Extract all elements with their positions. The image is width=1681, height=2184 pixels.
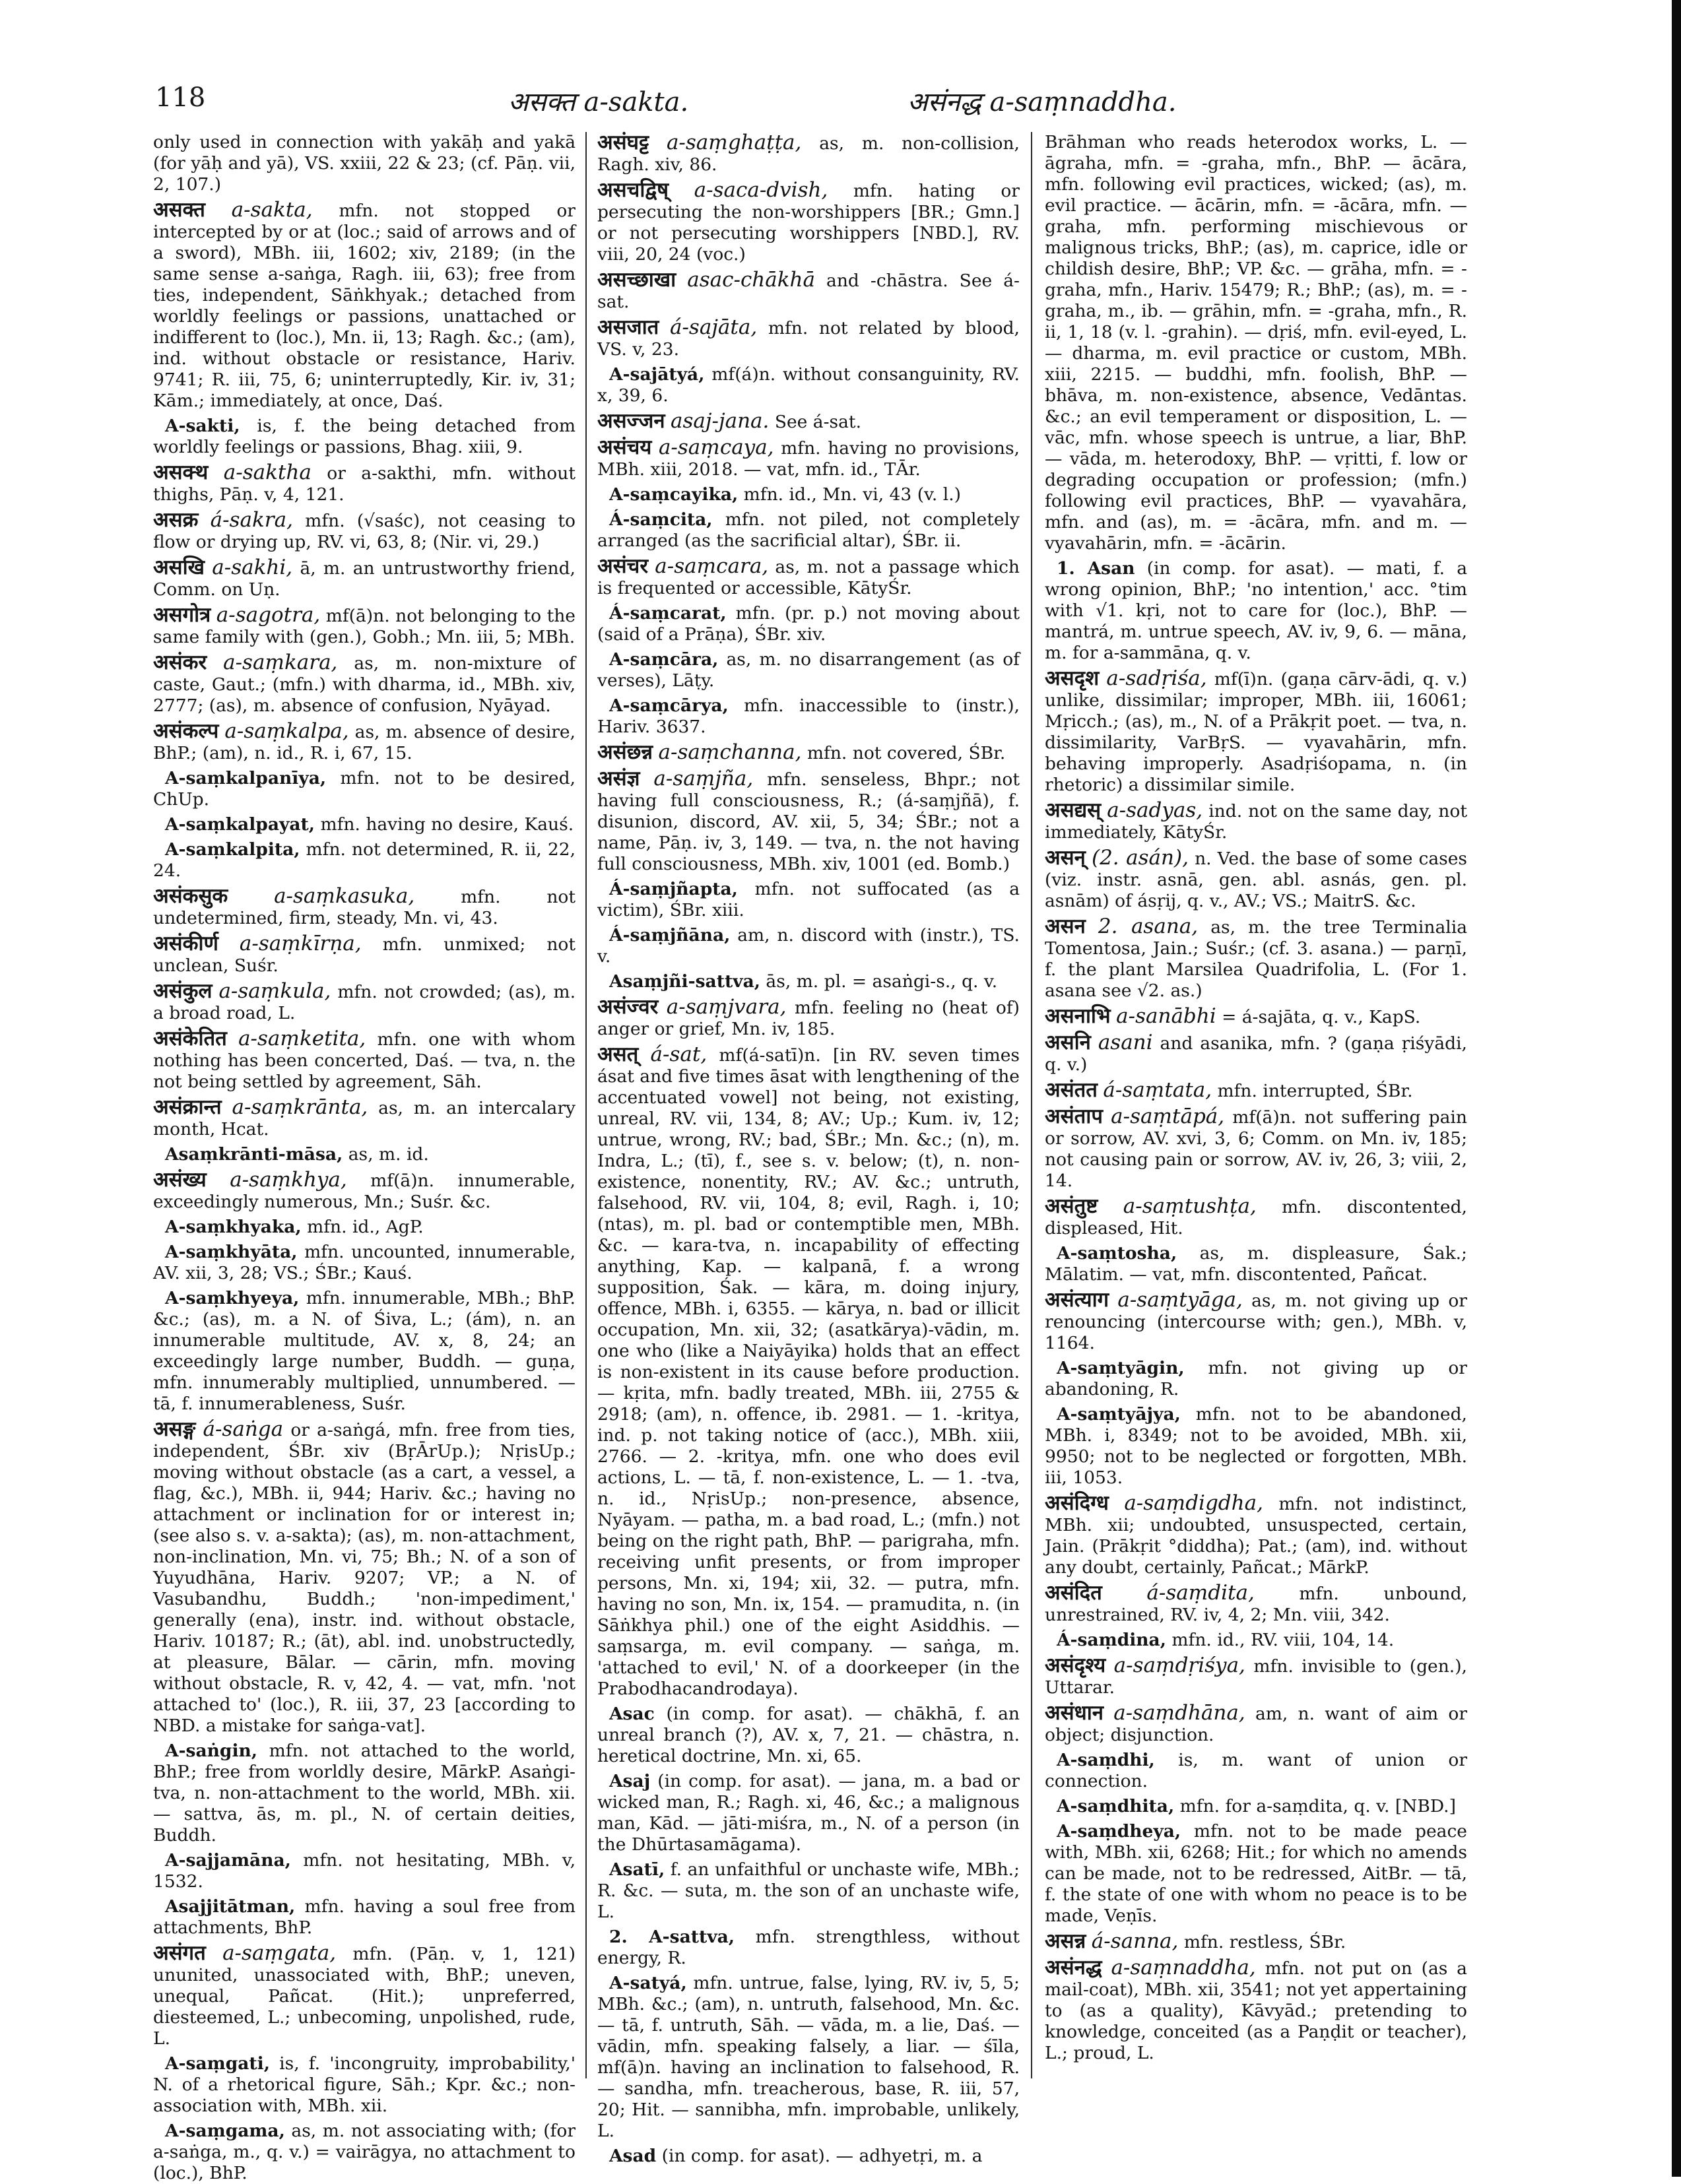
sub-entry <box>1045 1821 1467 1927</box>
sub-headword: A-saṃkhyeya, <box>165 1288 300 1308</box>
entry-definition: mfn. id., Mn. vi, 43 (v. l.) <box>743 484 961 505</box>
devanagari-headword: असंकीर्ण <box>153 932 218 955</box>
sub-entry <box>153 416 576 458</box>
devanagari-headword: असत् <box>597 1043 639 1066</box>
entry-definition: mfn. not related by blood, VS. v, 23. <box>597 318 1020 360</box>
sub-headword: A-saṃkalpayat, <box>165 814 315 835</box>
dictionary-entry <box>1045 1702 1467 1746</box>
transliterated-headword: a-saṃgata, <box>222 1941 337 1965</box>
sub-entry <box>597 879 1020 921</box>
entry-definition: (in comp. for asat). — mati, f. a wrong opinion, BhP.; 'no intention,' acc. °tim with √1. kṛi, not to care for (loc.), BhP. — mantrá, m. untrue speech, AV. iv, 9, 6. — māna, m. for a-sammāna, q. v. <box>1045 558 1467 663</box>
sub-entry <box>153 1896 576 1939</box>
entry-definition: mfn. interrupted, ŚBr. <box>1217 1081 1413 1101</box>
entry-definition: mfn. innumerable, MBh.; BhP. &c.; (as), m. a N. of Śiva, L.; (ám), n. an innumerable multitude, AV. x, 8, 24; an exceedingly large number, Buddh. — guṇa, mfn. innumerably multiplied, unnumbered. — tā, f. innumerableness, Suśr. <box>153 1288 576 1414</box>
sub-headword: A-saṃcāra, <box>609 649 719 670</box>
dictionary-entry <box>153 1419 576 1737</box>
sub-entry <box>597 695 1020 738</box>
sub-headword: Á-saṃdina, <box>1057 1630 1166 1650</box>
entry-definition: as, m. not giving up or renouncing (intercourse with; gen.), MBh. v, 1164. <box>1045 1291 1467 1353</box>
devanagari-headword: असंज्वर <box>597 995 659 1019</box>
dictionary-entry <box>1045 916 1467 1002</box>
transliterated-headword: 2. asana, <box>1098 915 1199 938</box>
transliterated-headword: á-saṃtata, <box>1103 1078 1212 1102</box>
entry-definition: mfn. not undetermined, firm, steady, Mn. vi, 43. <box>153 887 576 928</box>
transliterated-headword: a-saṃdhāna, <box>1113 1701 1245 1725</box>
devanagari-headword: असच्छाखा <box>597 268 676 292</box>
dictionary-entry <box>597 269 1020 313</box>
devanagari-headword: असंदिग्ध <box>1045 1491 1109 1515</box>
transliterated-headword: á-sakra, <box>210 508 293 532</box>
sub-headword: A-saṃgati, <box>165 2053 270 2074</box>
transliterated-headword: a-saca-dvish, <box>694 178 828 202</box>
dictionary-entry <box>1045 1931 1467 1953</box>
sub-headword: Asac <box>609 1704 655 1724</box>
sub-entry <box>597 925 1020 967</box>
sub-entry <box>597 649 1020 691</box>
entry-definition: = á-sajāta, q. v., KapS. <box>1222 1007 1421 1027</box>
dictionary-entry <box>153 604 576 648</box>
devanagari-headword: असंनद्ध <box>1045 1956 1102 1979</box>
transliterated-headword: a-saṃtāpá, <box>1111 1105 1225 1128</box>
sub-headword: A-saṅgin, <box>165 1741 258 1761</box>
sub-headword: 2. A-sattva, <box>609 1927 735 1947</box>
dictionary-entry <box>1045 1655 1467 1698</box>
devanagari-headword: असंधान <box>1045 1701 1104 1725</box>
sub-headword: Asad <box>609 2146 657 2166</box>
sub-entry <box>153 768 576 810</box>
devanagari-headword: असंज्ञ <box>597 767 640 790</box>
dictionary-entry <box>1045 1079 1467 1102</box>
transliterated-headword: a-saṃtyāga, <box>1117 1288 1243 1312</box>
entry-definition: mfn. untrue, false, lying, RV. iv, 5, 5; MBh. &c.; (am), n. untruth, falsehood, Mn. &c. — tā, f. untruth, Sāh. — vāda, m. a lie, Daś. — vādin, mfn. speaking falsely, a liar. — śīla, mf(ā)n. having an inclination to falsehood, R. — sandha, mfn. treacherous, base, R. iii, 57, 20; Hit. — sannibha, mfn. improbable, unlikely, L. <box>597 1973 1020 2141</box>
transliterated-headword: a-sakta, <box>231 198 313 222</box>
devanagari-headword: असंक्रान्त <box>153 1095 222 1119</box>
entry-definition: mfn. hating or persecuting the non-worshippers [BR.; Gmn.] or not persecuting worshippers [NBD.], RV. viii, 20, 24 (voc.) <box>597 181 1020 265</box>
dictionary-entry <box>1045 1289 1467 1354</box>
entry-definition: mf(ā)n. not suffering pain or sorrow, AV. xvi, 3, 6; Comm. on Mn. iv, 185; not causing pain or sorrow, AV. iv, 26, 3; viii, 2, 14. <box>1045 1107 1467 1191</box>
sub-headword: A-saṃtyājya, <box>1057 1404 1181 1425</box>
dictionary-entry <box>1045 1032 1467 1076</box>
sub-entry <box>1045 1358 1467 1400</box>
dictionary-entry <box>1045 800 1467 843</box>
devanagari-headword: असद्यस् <box>1045 798 1102 822</box>
sub-headword: A-saṃtosha, <box>1057 1243 1177 1264</box>
devanagari-headword: असनि <box>1045 1031 1091 1054</box>
sub-headword: A-saṃdheya, <box>1057 1821 1181 1842</box>
transliterated-headword: a-sanābhi <box>1116 1004 1216 1028</box>
devanagari-headword: असक्र <box>153 508 199 532</box>
dictionary-entry <box>153 933 576 977</box>
entry-definition: mfn. unmixed; not unclean, Suśr. <box>153 934 576 976</box>
sub-entry <box>597 1771 1020 1855</box>
sub-entry <box>1045 1630 1467 1651</box>
devanagari-headword: असंत्याग <box>1045 1288 1109 1312</box>
devanagari-headword: असंकेतित <box>153 1027 227 1050</box>
transliterated-headword: a-sakhi, <box>212 556 293 579</box>
entry-definition: mfn. not covered, ŚBr. <box>807 743 1006 763</box>
sub-headword: A-sakti, <box>165 416 240 436</box>
transliterated-headword: a-saṃtushṭa, <box>1123 1194 1257 1218</box>
entry-definition: mfn. not indistinct, MBh. xii; undoubted, unsuspected, certain, Jain. (Prākṛit °diddha); Pat.; (am), ind. without any doubt, certainly, Pañcat.; MārkP. <box>1045 1494 1467 1578</box>
dictionary-entry <box>597 317 1020 360</box>
sub-entry <box>597 971 1020 992</box>
transliterated-headword: asani <box>1098 1031 1153 1054</box>
devanagari-headword: असंख्य <box>153 1168 207 1192</box>
entry-definition: as, m. absence of desire, BhP.; (am), n. id., R. i, 67, 15. <box>153 722 576 763</box>
dictionary-entry <box>153 1943 576 2049</box>
sub-entry <box>153 1242 576 1284</box>
entry-definition: is, f. the being detached from worldly feelings or passions, Bhag. xiii, 9. <box>153 416 576 457</box>
column-divider <box>1031 132 1032 2078</box>
entry-definition: mfn. not suffocated (as a victim), ŚBr. xiii. <box>597 879 1020 920</box>
transliterated-headword: a-saṃketita, <box>238 1027 366 1050</box>
sub-headword: A-sajātyá, <box>609 364 705 385</box>
transliterated-headword: a-saṃcara, <box>655 554 769 578</box>
column-2 <box>597 131 1020 2166</box>
transliterated-headword: a-saṃkasuka, <box>274 884 415 908</box>
sub-headword: Á-saṃcita, <box>609 509 713 530</box>
sub-headword: 1. Asan <box>1057 558 1135 579</box>
sub-entry <box>1045 1750 1467 1792</box>
entry-definition: is, f. 'incongruity, improbability,' N. of a rhetorical figure, Sāh.; Kpr. &c.; non-association with, MBh. xii. <box>153 2053 576 2116</box>
entry-definition: or a-saṅgá, mfn. free from ties, independent, ŚBr. xiv (BṛĀrUp.); NṛisUp.; moving without obstacle (as a cart, a vessel, a flag, &c.), MBh. ii, 944; Hariv. &c.; having no attachment or inclination for or interest in; (see also s. v. a-sakta); (as), m. non-attachment, non-inclination, Mn. vi, 75; Bh.; N. of a son of Yuyudhāna, Hariv. 9207; VP.; a N. of Vasubandhu, Buddh.; 'non-impediment,' generally (ena), instr. ind. without obstacle, Hariv. 10187; R.; (āt), abl. ind. unobstructedly, at pleasure, Bālar. — cārin, mfn. moving without obstacle, R. v, 42, 4. — vat, mfn. 'not attached to' (loc.), R. iii, 37, 23 [according to NBD. a mistake for saṅga-vat]. <box>153 1420 576 1736</box>
dictionary-entry <box>153 557 576 600</box>
transliterated-headword: a-saṃkara, <box>223 651 338 674</box>
entry-definition: mfn. not to be made peace with, MBh. xii, 6268; Hit.; for which no amends can be made, not to be redressed, AitBr. — tā, f. the state of one with whom no peace is to be made, Veṇīs. <box>1045 1821 1467 1926</box>
dictionary-entry <box>1045 847 1467 912</box>
entry-definition: mfn. not determined, R. ii, 22, 24. <box>153 839 576 881</box>
entry-definition: mfn. inaccessible to (instr.), Hariv. 3637. <box>597 695 1020 737</box>
entry-definition: mfn. discontented, displeased, Hit. <box>1045 1197 1467 1238</box>
dictionary-entry <box>597 556 1020 599</box>
transliterated-headword: a-saṃkalpa, <box>224 719 349 743</box>
entry-definition: am, n. discord with (instr.), TS. v. <box>597 925 1020 967</box>
transliterated-headword: a-saṃcaya, <box>658 435 774 459</box>
entry-definition: as, m. non-mixture of caste, Gaut.; (mfn.) with dharma, id., MBh. xiv, 2777; (as), m. absence of confusion, Nyāyad. <box>153 653 576 716</box>
sub-entry <box>597 1859 1020 1923</box>
devanagari-headword: असंकल्प <box>153 719 219 743</box>
sub-entry <box>153 839 576 882</box>
entry-definition: Brāhman who reads heterodox works, L. — āgraha, mfn. = -graha, mfn., BhP. — ācāra, mfn. following evil practices, wicked; (as), m. evil practice. — ācārin, mfn. = -ācāra, mfn. — graha, mfn. performing mischievous or malignous tricks, BhP.; (as), m. caprice, idle or childish desire, BhP.; VP. &c. — grāha, mfn. = -graha, mfn., Hariv. 15479; R.; BhP.; (as), m. = -graha, m., ib. — grāhin, mfn. = -graha, mfn., R. ii, 1, 18 (v. l. -grahin). — dṛiś, mfn. evil-eyed, L. — dharma, m. evil practice or custom, MBh. xiii, 2215. — buddhi, mfn. foolish, BhP. — bhāva, m. non-existence, absence, Vedāntas. &c.; an evil temperament or disposition, L. — vāc, mfn. whose speech is untrue, a liar, BhP. — vāda, m. heterodoxy, BhP. — vṛitti, f. low or degrading occupation or profession; (mfn.) following evil practices, BhP. — vyavahāra, mfn. and (as), m. = -ācāra, mfn. and m. — vyavahārin, mfn. = -ācārin. <box>1045 132 1467 554</box>
page-header <box>155 82 1602 122</box>
transliterated-headword: (2. asán), <box>1091 846 1189 870</box>
sub-headword: A-satyá, <box>609 1973 687 1993</box>
sub-entry <box>597 603 1020 645</box>
entry-definition: mf(á)n. without consanguinity, RV. x, 39, 6. <box>597 364 1020 406</box>
sub-entry <box>153 1144 576 1165</box>
dictionary-entry <box>1045 1196 1467 1239</box>
sub-entry <box>153 2053 576 2117</box>
entry-definition: mfn. id., RV. viii, 104, 14. <box>1171 1630 1395 1650</box>
sub-entry <box>153 1217 576 1238</box>
entry-definition: n. Ved. the base of some cases (viz. instr. asnā, gen. abl. asnás, gen. pl. asnām) of ásṛij, q. v., AV.; VS.; MaitrS. &c. <box>1045 849 1467 911</box>
entry-definition: mfn. not stopped or intercepted by or at (loc.; said of arrows and of a sword), MBh. iii, 1602; xiv, 2189; (in the same sense a-saṅga, Ragh. iii, 63); free from ties, independent, Sāṅkhyak.; detached from worldly feelings or passions, unattached or indifferent to (loc.), Mn. ii, 13; Ragh. &c.; (am), ind. without obstacle or resistance, Hariv. 9741; R. iii, 75, 6; uninterruptedly, Kir. iv, 31; Kām.; immediately, at once, Daś. <box>153 201 576 411</box>
devanagari-headword: असंचर <box>597 554 649 578</box>
entry-definition: mfn. not crowded; (as), m. a broad road, L. <box>153 982 576 1023</box>
transliterated-headword: a-saṃdṛiśya, <box>1113 1654 1245 1677</box>
devanagari-headword: असंदित <box>1045 1581 1102 1605</box>
dictionary-entry <box>597 132 1020 176</box>
sub-entry <box>1045 558 1467 664</box>
transliterated-headword: á-sanna, <box>1091 1929 1179 1953</box>
transliterated-headword: a-saṃkhya, <box>230 1168 347 1192</box>
sub-headword: A-saṃkhyaka, <box>165 1217 302 1237</box>
entry-definition: as, m. displeasure, Śak.; Mālatim. — vat, mfn. discontented, Pañcat. <box>1045 1243 1467 1285</box>
entry-definition: ind. not on the same day, not immediately, KātyŚr. <box>1045 801 1467 843</box>
sub-headword: Asaṃkrānti-māsa, <box>165 1144 343 1165</box>
dictionary-entry <box>153 1097 576 1140</box>
entry-definition: f. an unfaithful or unchaste wife, MBh.; R. &c. — suta, m. the son of an unchaste wife, L. <box>597 1859 1020 1922</box>
entry-definition: is, m. want of union or connection. <box>1045 1750 1467 1791</box>
devanagari-headword: असङ्ग <box>153 1417 196 1441</box>
devanagari-headword: असज्जन <box>597 409 665 433</box>
sub-entry <box>597 2146 1020 2167</box>
entry-definition: mfn. having no desire, Kauś. <box>320 814 574 835</box>
devanagari-headword: असंगत <box>153 1941 206 1965</box>
dictionary-entry <box>153 652 576 717</box>
devanagari-headword: असंछन्न <box>597 740 653 764</box>
entry-definition: mfn. not put on (as a mail-coat), MBh. xii, 3541; not yet appertaining to (as a quality), Kāvyād.; pretending to knowledge, conceited (as a Paṇḍit or teacher), L.; proud, L. <box>1045 1958 1467 2063</box>
sub-entry <box>153 814 576 835</box>
entry-definition: as, m. non-collision, Ragh. xiv, 86. <box>597 133 1020 175</box>
entry-definition: mfn. (pr. p.) not moving about (said of a Prāṇa), ŚBr. xiv. <box>597 603 1020 645</box>
dictionary-entry <box>153 980 576 1024</box>
sub-headword: A-sajjamāna, <box>165 1850 291 1871</box>
sub-headword: A-saṃkhyāta, <box>165 1242 298 1262</box>
entry-definition: mf(ā)n. not belonging to the same family with (gen.), Gobh.; Mn. iii, 5; MBh. <box>153 606 576 647</box>
sub-headword: A-saṃkalpanīya, <box>165 768 327 788</box>
transliterated-headword: a-sadyas, <box>1107 798 1203 822</box>
entry-definition: or a-sakthi, mfn. without thighs, Pāṇ. v, 4, 121. <box>153 463 576 505</box>
devanagari-headword: असजात <box>597 315 659 339</box>
entry-definition: mfn. restless, ŚBr. <box>1183 1932 1346 1952</box>
entry-definition: ās, m. pl. = asaṅgi-s., q. v. <box>766 971 998 992</box>
devanagari-headword: असगोत्र <box>153 603 211 627</box>
devanagari-headword: असंदृश्य <box>1045 1654 1106 1677</box>
entry-definition: mfn. having no provisions, MBh. xiii, 2018. — vat, mfn. id., TĀr. <box>597 438 1020 480</box>
dictionary-entry <box>597 437 1020 480</box>
left-running-head: असक्त a-sakta. <box>508 87 689 117</box>
entry-definition: as, m. no disarrangement (as of verses), Lāṭy. <box>597 649 1020 691</box>
scan-edge-bar <box>1672 0 1681 2177</box>
devanagari-headword: असंतत <box>1045 1078 1098 1102</box>
entry-definition: as, m. an intercalary month, Hcat. <box>153 1098 576 1140</box>
entry-definition: mfn. not attached to the world, BhP.; free from worldly desire, MārkP. Asaṅgi-tva, n. non-attachment to the world, MBh. xii. — sattva, ās, m. pl., N. of certain deities, Buddh. <box>153 1741 576 1846</box>
entry-definition: mfn. senseless, Bhpr.; not having full consciousness, R.; (á-saṃjñā), f. disunion, discord, AV. xii, 5, 34; ŚBr.; not a name, Pāṇ. iv, 3, 149. — tva, n. the not having full consciousness, MBh. xiv, 1001 (ed. Bomb.) <box>597 769 1020 874</box>
page-number: 118 <box>155 82 206 113</box>
devanagari-headword: असखि <box>153 556 205 579</box>
transliterated-headword: á-sajāta, <box>669 315 758 339</box>
devanagari-headword: असंतुष्ट <box>1045 1194 1098 1218</box>
entry-definition: mfn. having a soul free from attachments, BhP. <box>153 1896 576 1938</box>
continued-entry <box>153 132 576 195</box>
transliterated-headword: a-sadṛiśa, <box>1106 666 1207 690</box>
dictionary-entry <box>1045 1106 1467 1192</box>
sub-headword: Á-saṃjñāna, <box>609 925 731 946</box>
devanagari-headword: असंकुल <box>153 979 213 1003</box>
sub-headword: A-saṃdhita, <box>1057 1796 1175 1816</box>
entry-definition: (in comp. for asat). — adhyetṛi, m. a <box>661 2146 983 2166</box>
sub-headword: A-saṃgama, <box>165 2121 285 2141</box>
sub-entry <box>153 2121 576 2184</box>
entry-definition: mfn. invisible to (gen.), Uttarar. <box>1045 1656 1467 1698</box>
devanagari-headword: असन <box>1045 915 1086 938</box>
transliterated-headword: a-saṃjvara, <box>666 995 787 1019</box>
entry-definition: See á-sat. <box>774 412 861 432</box>
entry-definition: as, m. not a passage which is frequented or accessible, KātyŚr. <box>597 557 1020 598</box>
dictionary-entry <box>597 742 1020 764</box>
transliterated-headword: asaj-jana. <box>671 409 770 433</box>
sub-entry <box>597 1973 1020 2142</box>
sub-entry <box>1045 1404 1467 1489</box>
dictionary-entry <box>153 1028 576 1093</box>
entry-definition: mfn. not hesitating, MBh. v, 1532. <box>153 1850 576 1892</box>
dictionary-entry <box>1045 1493 1467 1578</box>
dictionary-entry <box>153 509 576 553</box>
entry-definition: mfn. not to be abandoned, MBh. i, 8349; not to be avoided, MBh. xii, 9950; not to be neglected or forgotten, MBh. iii, 1053. <box>1045 1404 1467 1488</box>
transliterated-headword: á-saṃdita, <box>1146 1581 1255 1605</box>
entry-definition: and -chāstra. See á-sat. <box>597 271 1020 312</box>
devanagari-headword: असन्न <box>1045 1929 1086 1953</box>
devanagari-headword: असन् <box>1045 846 1086 870</box>
sub-headword: Asatī, <box>609 1859 665 1880</box>
sub-headword: Asaṃjñi-sattva, <box>609 971 760 992</box>
entry-definition: mf(á-satī)n. [in RV. seven times ásat and five times āsat with lengthening of the accentuated vowel] not being, not existing, unreal, RV. vii, 134, 8; AV.; Up.; Kum. iv, 12; untrue, wrong, RV.; bad, ŚBr.; Mn. &c.; (n), m. Indra, L.; (tī), f., see s. v. below; (t), n. non-existence, nonentity, RV.; AV. &c.; untruth, falsehood, RV. vii, 104, 8; evil, Ragh. i, 10; (ntas), m. pl. bad or contemptible men, MBh. &c. — kara-tva, n. incapability of effecting anything, Kap. — kalpanā, f. a wrong supposition, Śak. — kāra, m. doing injury, offence, MBh. i, 6355. — kārya, n. bad or illicit occupation, Mn. xii, 32; (asatkārya)-vādin, m. one who (like a Naiyāyika) holds that an effect is non-existent in its cause before production. — kṛita, mfn. badly treated, MBh. iii, 2755 & 2918; (am), n. offence, ib. 2981. — 1. -kritya, ind. p. not taking notice of (acc.), MBh. xiii, 2766. — 2. -kritya, mfn. one who does evil actions, L. — tā, f. non-existence, L. — 1. -tva, n. id., NṛisUp.; non-presence, absence, Nyāyam. — patha, m. a bad road, L.; (mfn.) not being on the right path, BhP. — parigraha, mfn. receiving unfit presents, or from improper persons, Mn. xi, 194; xii, 32. — putra, mfn. having no son, Mn. ix, 154. — pramudita, n. (in Sāṅkhya phil.) one of the eight Asiddhis. — saṃsarga, m. evil company. — saṅga, m. 'attached to evil,' N. of a doorkeeper (in the Prabodhacandrodaya). <box>597 1045 1020 1699</box>
entry-definition: and asanika, mfn. ? (gaṇa ṛiśyādi, q. v.) <box>1045 1033 1467 1075</box>
column-3 <box>1045 132 1467 2111</box>
dictionary-entry <box>1045 1006 1467 1028</box>
sub-entry <box>597 1927 1020 1969</box>
devanagari-headword: असंचय <box>597 435 652 459</box>
devanagari-headword: असनाभि <box>1045 1004 1111 1028</box>
devanagari-headword: असंकसुक <box>153 884 228 908</box>
transliterated-headword: a-saṃkula, <box>218 979 331 1003</box>
dictionary-entry <box>597 1044 1020 1700</box>
sub-headword: A-saṃkalpita, <box>165 839 300 860</box>
transliterated-headword: a-saṃkrānta, <box>232 1095 368 1119</box>
sub-entry <box>597 364 1020 406</box>
entry-definition: mfn. one with whom nothing has been concerted, Daś. — tva, n. the not being settled by agreement, Sāh. <box>153 1029 576 1092</box>
transliterated-headword: a-saṃkīrṇa, <box>239 932 362 955</box>
entry-definition: as, m. the tree Terminalia Tomentosa, Jain.; Suśr.; (cf. 3. asana.) — parṇī, f. the plant Marsilea Quadrifolia, L. (For 1. asana see √2. as.) <box>1045 917 1467 1001</box>
entry-definition: mfn. uncounted, innumerable, AV. xii, 3, 28; VS.; ŚBr.; Kauś. <box>153 1242 576 1283</box>
sub-headword: A-saṃcārya, <box>609 695 729 716</box>
transliterated-headword: a-saṃjña, <box>653 767 754 790</box>
column-1 <box>153 132 576 2183</box>
dictionary-entry <box>597 996 1020 1040</box>
sub-headword: Asaj <box>609 1771 651 1791</box>
entry-definition: mfn. (Pāṇ. v, 1, 121) ununited, unassociated with, BhP.; uneven, unequal, Pañcat. (Hit.); unpreferred, diesteemed, L.; unbecoming, unpolished, rude, L. <box>153 1944 576 2049</box>
transliterated-headword: a-saṃghaṭṭa, <box>666 131 802 154</box>
devanagari-headword: असंताप <box>1045 1105 1103 1128</box>
sub-entry <box>153 1850 576 1892</box>
dictionary-entry <box>597 410 1020 433</box>
sub-headword: A-saṃtyāgin, <box>1057 1358 1185 1378</box>
entry-definition: mfn. (√saśc), not ceasing to flow or drying up, RV. vi, 63, 8; (Nir. vi, 29.) <box>153 511 576 552</box>
sub-entry <box>1045 1243 1467 1285</box>
continued-entry <box>1045 132 1467 554</box>
entry-definition: mfn. unbound, unrestrained, RV. iv, 4, 2; Mn. viii, 342. <box>1045 1584 1467 1625</box>
devanagari-headword: असक्थ <box>153 461 209 484</box>
dictionary-entry <box>1045 668 1467 796</box>
dictionary-entry <box>153 1169 576 1213</box>
transliterated-headword: á-saṅga <box>203 1417 284 1441</box>
transliterated-headword: á-sat, <box>650 1043 708 1066</box>
transliterated-headword: a-sagotra, <box>216 603 321 627</box>
devanagari-headword: असदृश <box>1045 666 1100 690</box>
entry-definition: mfn. not giving up or abandoning, R. <box>1045 1358 1467 1399</box>
dictionary-entry <box>1045 1957 1467 2064</box>
right-running-head: असंनद्ध a-saṃnaddha. <box>907 87 1177 117</box>
sub-entry <box>597 484 1020 505</box>
sub-headword: A-saṃcayika, <box>609 484 739 505</box>
sub-entry <box>597 1704 1020 1767</box>
sub-entry <box>1045 1796 1467 1817</box>
entry-definition: mfn. id., AgP. <box>307 1217 424 1237</box>
transliterated-headword: a-saṃnaddha, <box>1111 1956 1256 1979</box>
entry-definition: mf(ī)n. (gaṇa cārv-ādi, q. v.) unlike, dissimilar; improper, MBh. iii, 16061; Mṛicch.; (as), m., N. of a Prākṛit poet. — tva, n. dissimilarity, VarBṛS. — vyavahārin, mfn. behaving improperly. Asadṛiśopama, n. (in rhetoric) a dissimilar simile. <box>1045 669 1467 795</box>
dictionary-entry <box>597 179 1020 265</box>
sub-entry <box>597 509 1020 552</box>
devanagari-headword: असंकर <box>153 651 207 674</box>
sub-headword: Asajjitātman, <box>165 1896 296 1917</box>
dictionary-entry <box>153 199 576 412</box>
entry-definition: mf(ā)n. innumerable, exceedingly numerous, Mn.; Suśr. &c. <box>153 1171 576 1212</box>
dictionary-entry <box>1045 1582 1467 1626</box>
transliterated-headword: a-saktha <box>223 461 312 484</box>
transliterated-headword: a-saṃdigdha, <box>1124 1491 1263 1515</box>
dictionary-entry <box>153 721 576 764</box>
entry-definition: only used in connection with yakāḥ and yakā (for yāḥ and yā), VS. xxiii, 22 & 23; (cf. Pāṇ. vii, 2, 107.) <box>153 132 576 195</box>
entry-definition: mfn. not piled, not completely arranged (as the sacrificial altar), ŚBr. ii. <box>597 509 1020 551</box>
dictionary-entry <box>597 768 1020 875</box>
column-divider <box>585 132 587 2078</box>
entry-definition: ā, m. an untrustworthy friend, Comm. on Uṇ. <box>153 558 576 600</box>
transliterated-headword: a-saṃchanna, <box>658 740 802 764</box>
sub-entry <box>153 1288 576 1415</box>
entry-definition: (in comp. for asat). — chākhā, f. an unreal branch (?), AV. x, 7, 21. — chāstra, n. heretical doctrine, Mn. xi, 65. <box>597 1704 1020 1766</box>
entry-definition: mfn. strengthless, without energy, R. <box>597 1927 1020 1968</box>
dictionary-entry <box>153 885 576 929</box>
entry-definition: as, m. not associating with; (for a-saṅga, m., q. v.) = vairāgya, no attachment to (loc.), BhP. <box>153 2121 576 2183</box>
entry-definition: (in comp. for asat). — jana, m. a bad or wicked man, R.; Ragh. xi, 46, &c.; a malignous man, Kād. — jāti-miśra, m., N. of a person (in the Dhūrtasamāgama). <box>597 1771 1020 1855</box>
devanagari-headword: असचद्विष् <box>597 178 669 202</box>
sub-headword: A-saṃdhi, <box>1057 1750 1155 1770</box>
devanagari-headword: असंघट्ट <box>597 131 649 154</box>
entry-definition: mfn. for a-saṃdita, q. v. [NBD.] <box>1179 1796 1456 1816</box>
sub-headword: Á-saṃcarat, <box>609 603 727 624</box>
entry-definition: as, m. id. <box>348 1144 429 1165</box>
transliterated-headword: asac-chākhā <box>687 268 815 292</box>
entry-definition: mfn. not to be desired, ChUp. <box>153 768 576 810</box>
sub-entry <box>153 1741 576 1846</box>
dictionary-entry <box>153 462 576 505</box>
devanagari-headword: असक्त <box>153 198 205 222</box>
sub-headword: Á-saṃjñapta, <box>609 879 738 899</box>
entry-definition: mfn. feeling no (heat of) anger or grief, Mn. iv, 185. <box>597 998 1020 1039</box>
entry-definition: am, n. want of aim or object; disjunction. <box>1045 1704 1467 1745</box>
